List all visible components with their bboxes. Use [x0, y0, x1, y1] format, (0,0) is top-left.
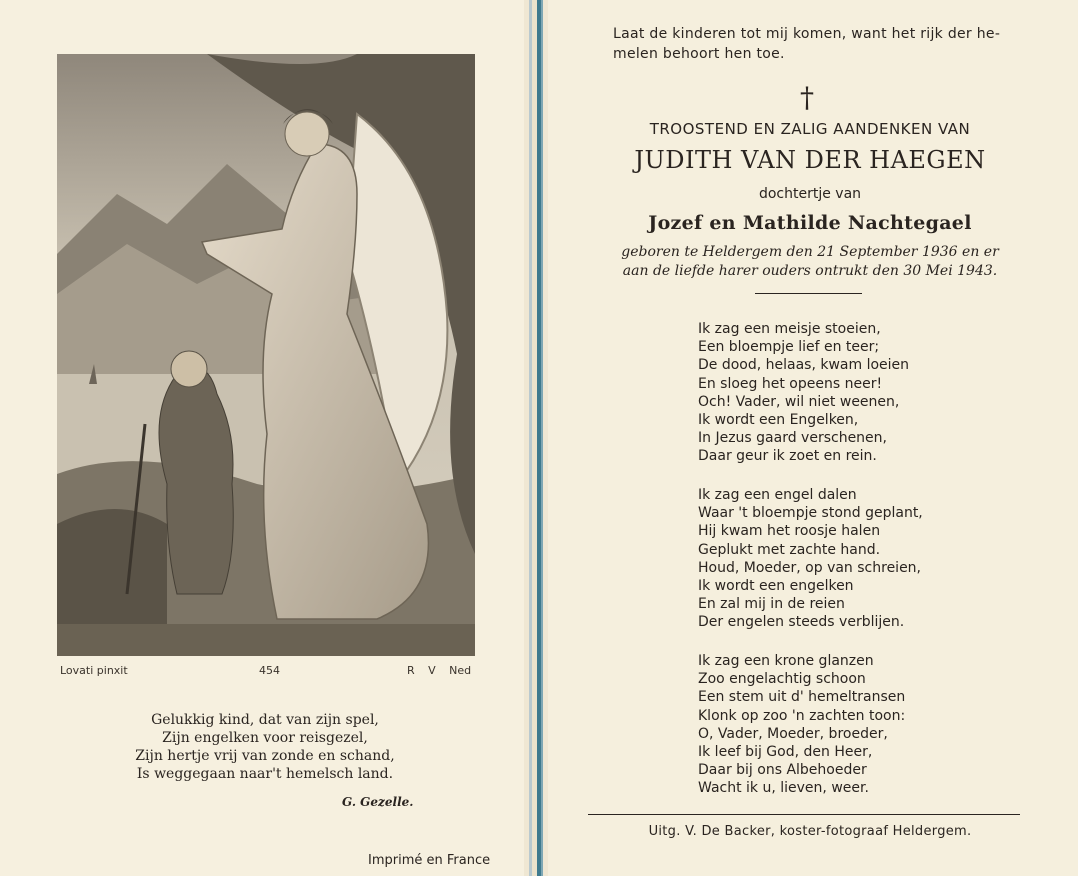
- quote-line: Laat de kinderen tot mij komen, want het rijk der he-: [613, 26, 1001, 42]
- stanza-line: Wacht ik u, lieven, weer.: [698, 780, 869, 797]
- stanza-line: Geplukt met zachte hand.: [698, 541, 881, 558]
- poem-line: Zijn engelken voor reisgezel,: [162, 730, 368, 746]
- memorial-heading: TROOSTEND EN ZALIG AANDENKEN VAN: [649, 120, 971, 138]
- stanza-1: [698, 320, 1018, 466]
- stanza-line: Daar bij ons Albehoeder: [698, 762, 867, 779]
- stanza-line: Ik zag een engel dalen: [698, 487, 857, 503]
- stanza-3: [698, 652, 1018, 798]
- deceased-name: JUDITH VAN DER HAEGEN: [634, 146, 986, 174]
- stanza-line: Der engelen steeds verblijen.: [698, 614, 905, 631]
- poem-line: Zijn hertje vrij van zonde en schand,: [135, 748, 395, 764]
- birth-death-details: [560, 243, 1060, 281]
- stanza-line: Een bloempje lief en teer;: [698, 339, 880, 356]
- left-card: [0, 0, 524, 876]
- stanza-line: Waar 't bloempje stond geplant,: [698, 505, 923, 522]
- poem-author: G. Gezelle.: [342, 795, 414, 809]
- stanza-line: Ik wordt een Engelken,: [698, 412, 859, 429]
- stanza-line: O, Vader, Moeder, broeder,: [698, 725, 888, 742]
- death-line: aan de liefde harer ouders ontrukt den 30 Mei 1943.: [622, 263, 998, 279]
- card-divider: [524, 0, 548, 876]
- stanza-line: Een stem uit d' hemeltransen: [698, 689, 906, 706]
- relation-label: dochtertje van: [758, 186, 862, 202]
- printer-note: Imprimé en France: [368, 853, 491, 868]
- bible-quote: [613, 24, 1033, 64]
- stanza-2: [698, 486, 1018, 632]
- stanza-line: Houd, Moeder, op van schreien,: [698, 559, 922, 576]
- gezelle-poem: [100, 711, 430, 783]
- stanza-line: Ik zag een krone glanzen: [698, 653, 874, 669]
- stanza-line: Och! Vader, wil niet weenen,: [698, 393, 900, 410]
- stanza-line: En zal mij in de reien: [698, 596, 845, 613]
- stanza-line: Daar geur ik zoet en rein.: [698, 448, 877, 465]
- angel-with-child-icon: [57, 54, 475, 656]
- painter-credit: Lovati pinxit: [60, 664, 128, 677]
- card-number: 454: [259, 664, 280, 677]
- publisher-footer: Uitg. V. De Backer, koster-fotograaf Heldergem.: [648, 824, 972, 839]
- divider-rule: [755, 293, 862, 294]
- birth-line: geboren te Heldergem den 21 September 1936 en er: [621, 244, 999, 260]
- poem-line: Is weggegaan naar't hemelsch land.: [136, 766, 394, 782]
- parents-names: Jozef en Mathilde Nachtegael: [648, 212, 972, 234]
- publisher-mark: R V Ned: [407, 664, 472, 677]
- footer-rule: [588, 814, 1020, 815]
- stanza-line: Ik wordt een engelken: [698, 578, 854, 595]
- stanza-line: Ik zag een meisje stoeien,: [698, 321, 881, 337]
- cross-icon: †: [800, 81, 814, 114]
- stanza-line: Zoo engelachtig schoon: [698, 671, 866, 688]
- poem-line: Gelukkig kind, dat van zijn spel,: [151, 712, 379, 728]
- quote-line: melen behoort hen toe.: [613, 46, 785, 62]
- stanza-line: In Jezus gaard verschenen,: [698, 430, 887, 447]
- stanza-line: En sloeg het opeens neer!: [698, 375, 883, 392]
- stanza-line: Ik leef bij God, den Heer,: [698, 744, 873, 761]
- stanza-line: Hij kwam het roosje halen: [698, 523, 881, 540]
- stanza-line: De dood, helaas, kwam loeien: [698, 357, 910, 374]
- stanza-line: Klonk op zoo 'n zachten toon:: [698, 707, 906, 724]
